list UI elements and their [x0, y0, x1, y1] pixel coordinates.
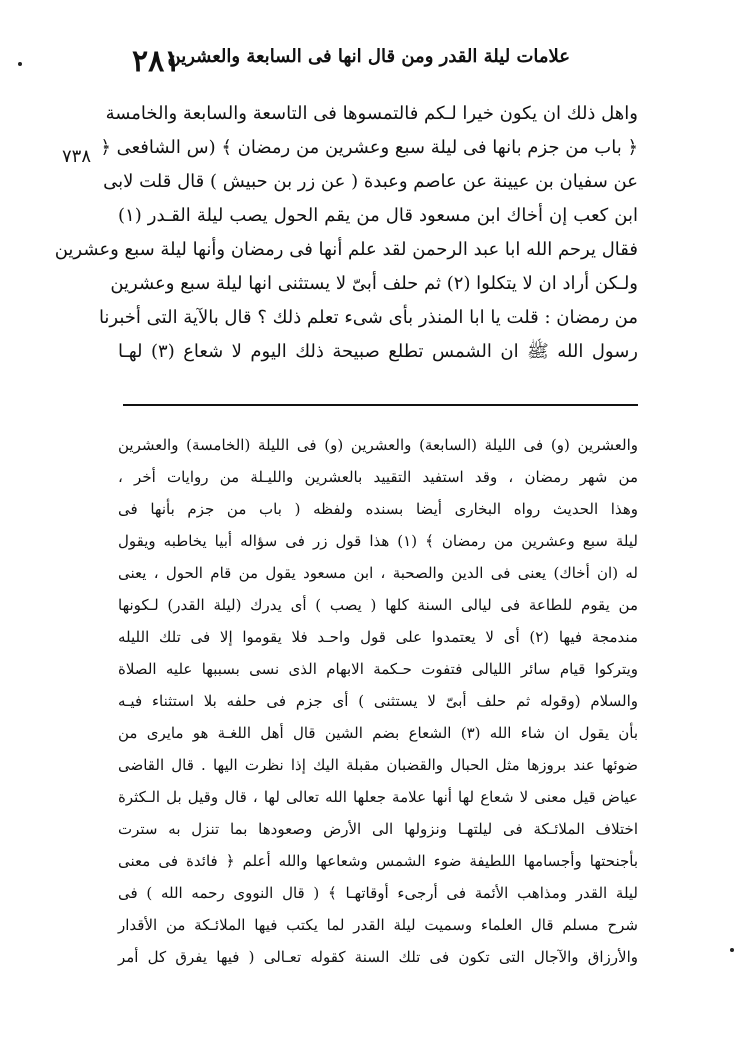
footnote-divider [123, 404, 638, 406]
commentary-line: من يقوم للطاعة فى ليالى السنة كلها ( يصب ) أى يدرك (ليلة القدر) لـكونها [118, 596, 638, 614]
commentary-line: من شهر رمضان ، وقد استفيد التقييد بالعشرين والليـلة من روايات أخر ، [118, 468, 638, 486]
scan-speck [730, 948, 734, 952]
commentary-line: اختلاف الملائـكة فى ليلتهـا ونزولها الى الأرض وصعودها بما تنزل به سترت [118, 820, 638, 838]
commentary-line: ليلة القدر ومذاهب الأئمة فى أرجىء أوقاتهـا ﴾ ( قال النووى رحمه الله ) فى [118, 884, 638, 902]
page-number: ٢٨١ [132, 44, 181, 79]
commentary-line: مندمجة فيها (٢) أى لا يعتمدوا على قول واحـد فلا يقوموا إلا فى تلك الليله [118, 628, 638, 646]
main-line: ولـكن أراد ان لا يتكلوا (٢) ثم حلف أبىّ لا يستثنى انها ليلة سبع وعشرين [110, 273, 638, 294]
commentary-line: ضوئها عند بروزها مثل الحبال والقضبان مقبلة اليك إذا نظرت اليها . قال القاضى [118, 756, 638, 774]
main-line: ﴿ باب من جزم بانها فى ليلة سبع وعشرين من رمضان ﴾ (س الشافعى ﴿ [100, 137, 638, 158]
scan-speck [18, 62, 22, 66]
commentary-line: له (ان أخاك) يعنى فى الدين والصحبة ، ابن مسعود يقول من قام الحول ، يعنى [118, 564, 638, 582]
commentary-line: وهذا الحديث رواه البخارى أيضا بسنده ولفظه ( باب من جزم بأنها فى [118, 500, 638, 518]
commentary-line: بأجنحتها وأجسامها اللطيفة ضوء الشمس وشعاعها والله أعلم ﴿ فائدة فى معنى [118, 852, 638, 870]
main-line: واهل ذلك ان يكون خيرا لـكم فالتمسوها فى التاسعة والسابعة والخامسة [105, 103, 638, 124]
commentary-line: بأن يقول ان شاء الله (٣) الشعاع بضم الشين قال أهل اللغـة هو مايرى من [118, 724, 639, 742]
commentary-line: عياض قيل معنى لا شعاع لها أنها علامة جعلها الله تعالى لها ، قال وقيل بل الـكثرة [118, 788, 638, 806]
commentary-line: شرح مسلم قال العلماء وسميت ليلة القدر لما يكتب فيها الملائـكة من الأقدار [118, 916, 638, 934]
commentary-line: والأرزاق والآجال التى تكون فى تلك السنة كقوله تعـالى ( فيها يفرق كل أمر [118, 948, 638, 966]
page-header [120, 40, 570, 90]
main-line: رسول الله ﷺ ان الشمس تطلع صبيحة ذلك اليوم لا شعاع (٣) لهـا [118, 341, 638, 362]
main-line: عن سفيان بن عيينة عن عاصم وعبدة ( عن زر بن حبيش ) قال قلت لابى [103, 171, 638, 192]
commentary-line: والعشرين (و) فى الليلة (السابعة) والعشرين (و) فى الليلة (الخامسة) والعشرين [118, 436, 638, 454]
running-title: علامات ليلة القدر ومن قال انها فى السابعة والعشرين [167, 46, 570, 67]
hadith-number: ٧٣٨ [62, 146, 92, 167]
main-line: ابن كعب إن أخاك ابن مسعود قال من يقم الحول يصب ليلة القـدر (١) [118, 205, 638, 226]
commentary-line: والسلام (وقوله ثم حلف أبىّ لا يستثنى ) أى جزم فى حلفه بلا استثناء فيـه [118, 692, 638, 710]
commentary-line: ليلة سبع وعشرين من رمضان ﴾ (١) هذا قول زر فى سؤاله أبيا يخاطبه ويقول [118, 532, 638, 550]
main-line: من رمضان : قلت يا ابا المنذر بأى شىء تعلم ذلك ؟ قال بالآية التى أخبرنا [98, 307, 638, 328]
main-line: فقال يرحم الله ابا عبد الرحمن لقد علم أنها فى رمضان وأنها ليلة سبع وعشرين [54, 239, 638, 260]
commentary-line: ويتركوا قيام سائر الليالى فتفوت حـكمة الابهام الذى نسى بسببها عليه الصلاة [118, 660, 638, 678]
